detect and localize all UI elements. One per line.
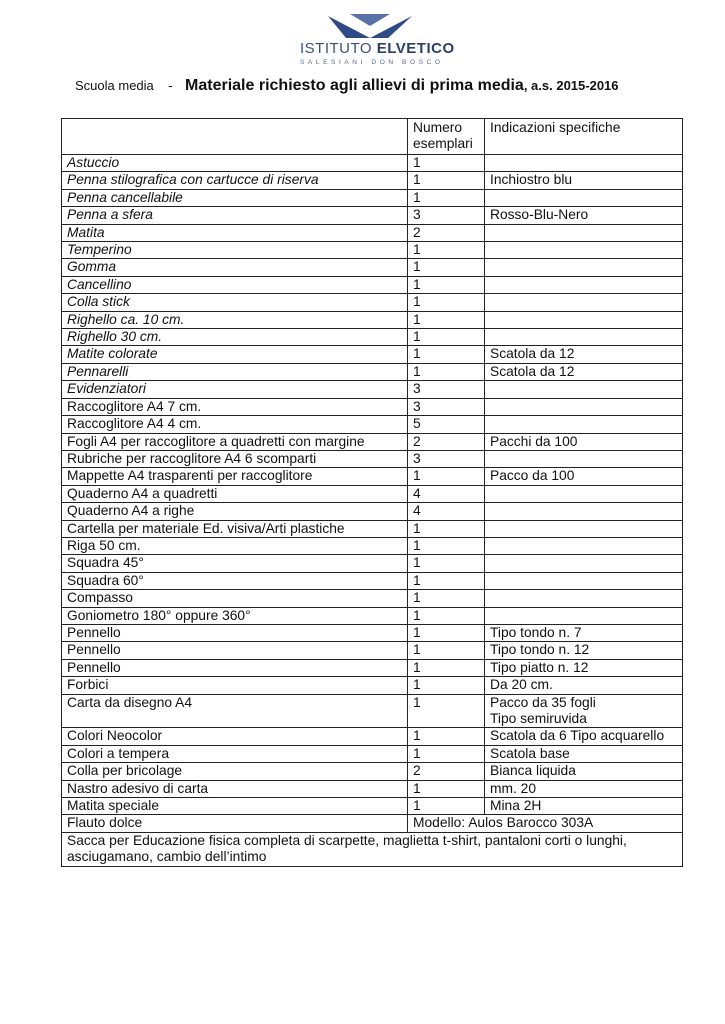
- item-quantity: 1: [408, 468, 485, 485]
- materials-table: [61, 118, 683, 867]
- item-note: [485, 694, 683, 728]
- table-row: [62, 224, 683, 241]
- item-note: [485, 572, 683, 589]
- item-note: Scatola da 6 Tipo acquarello: [485, 728, 683, 745]
- item-quantity: 3: [408, 398, 485, 415]
- item-name: Penna cancellabile: [62, 189, 408, 206]
- item-note: Tipo piatto n. 12: [485, 659, 683, 676]
- item-note: Pacchi da 100: [485, 433, 683, 450]
- table-row: [62, 537, 683, 554]
- table-row: [62, 642, 683, 659]
- item-quantity: 5: [408, 416, 485, 433]
- item-quantity: 4: [408, 503, 485, 520]
- item-note: Tipo tondo n. 7: [485, 624, 683, 641]
- table-row: [62, 259, 683, 276]
- item-note: [485, 242, 683, 259]
- sports-bag-line: Sacca per Educazione fisica completa di scarpette, maglietta t-shirt, pantaloni corti o lunghi,: [67, 832, 627, 848]
- item-note: [485, 520, 683, 537]
- item-note: Scatola base: [485, 745, 683, 762]
- item-note: [485, 311, 683, 328]
- item-quantity: 1: [408, 728, 485, 745]
- table-row: [62, 346, 683, 363]
- item-quantity: 3: [408, 450, 485, 467]
- item-note: Scatola da 12: [485, 363, 683, 380]
- item-quantity: 3: [408, 207, 485, 224]
- item-quantity: 1: [408, 259, 485, 276]
- item-name: Penna stilografica con cartucce di riserva: [62, 172, 408, 189]
- item-name: Squadra 60°: [62, 572, 408, 589]
- item-note: [485, 590, 683, 607]
- table-row: [62, 763, 683, 780]
- item-name: Colla stick: [62, 294, 408, 311]
- table-row: [62, 520, 683, 537]
- item-name: Matita speciale: [62, 798, 408, 815]
- item-note: [485, 450, 683, 467]
- table-row: [62, 745, 683, 762]
- table-row: [62, 311, 683, 328]
- school-logo: [300, 14, 455, 70]
- item-quantity: 1: [408, 555, 485, 572]
- item-note: Pacco da 100: [485, 468, 683, 485]
- table-row: [62, 294, 683, 311]
- logo-emblem-icon: [328, 14, 412, 40]
- logo-subtitle: SALESIANI DON BOSCO: [300, 59, 444, 66]
- item-quantity: 1: [408, 311, 485, 328]
- item-note-line: Tipo semiruvida: [490, 711, 587, 726]
- item-name: Colori Neocolor: [62, 728, 408, 745]
- item-name: Righello ca. 10 cm.: [62, 311, 408, 328]
- item-name: Riga 50 cm.: [62, 537, 408, 554]
- item-name: Gomma: [62, 259, 408, 276]
- item-name: Compasso: [62, 590, 408, 607]
- item-note: [485, 537, 683, 554]
- item-name: Matite colorate: [62, 346, 408, 363]
- sports-bag-note: [62, 832, 683, 866]
- item-quantity: 1: [408, 642, 485, 659]
- table-row: [62, 694, 683, 728]
- item-quantity: 1: [408, 363, 485, 380]
- item-quantity: 1: [408, 780, 485, 797]
- item-name: Astuccio: [62, 155, 408, 172]
- item-name: Raccoglitore A4 4 cm.: [62, 416, 408, 433]
- item-name: Mappette A4 trasparenti per raccoglitore: [62, 468, 408, 485]
- item-name: Righello 30 cm.: [62, 329, 408, 346]
- item-note: Da 20 cm.: [485, 677, 683, 694]
- item-note: [485, 503, 683, 520]
- table-row: [62, 590, 683, 607]
- item-quantity: 1: [408, 172, 485, 189]
- table-row: [62, 172, 683, 189]
- item-name: Pennello: [62, 659, 408, 676]
- table-row: [62, 468, 683, 485]
- table-row: [62, 728, 683, 745]
- item-quantity: 1: [408, 329, 485, 346]
- table-row: [62, 329, 683, 346]
- item-note: [485, 224, 683, 241]
- item-note: [485, 607, 683, 624]
- item-note: Rosso-Blu-Nero: [485, 207, 683, 224]
- item-name: Colla per bricolage: [62, 763, 408, 780]
- table-row: [62, 503, 683, 520]
- item-name: Carta da disegno A4: [62, 694, 408, 728]
- item-name: Fogli A4 per raccoglitore a quadretti con margine: [62, 433, 408, 450]
- item-name: Rubriche per raccoglitore A4 6 scomparti: [62, 450, 408, 467]
- header-quantity: Numero esemplari: [408, 119, 485, 155]
- item-note: Bianca liquida: [485, 763, 683, 780]
- item-quantity: 1: [408, 590, 485, 607]
- item-quantity: 1: [408, 155, 485, 172]
- page-title: Materiale richiesto agli allievi di prima media: [185, 77, 524, 94]
- item-name: Temperino: [62, 242, 408, 259]
- item-name: Nastro adesivo di carta: [62, 780, 408, 797]
- item-note: [485, 555, 683, 572]
- page-heading: [75, 77, 715, 95]
- item-quantity: 1: [408, 798, 485, 815]
- item-quantity: 1: [408, 346, 485, 363]
- item-quantity: 1: [408, 572, 485, 589]
- school-name: Scuola media: [75, 78, 154, 93]
- table-row: [62, 555, 683, 572]
- header-item: [62, 119, 408, 155]
- heading-separator: -: [168, 78, 173, 93]
- item-note: [485, 398, 683, 415]
- item-name: Goniometro 180° oppure 360°: [62, 607, 408, 624]
- item-note: [485, 381, 683, 398]
- table-row: [62, 798, 683, 815]
- table-row: [62, 189, 683, 206]
- item-quantity: 2: [408, 433, 485, 450]
- item-quantity: 1: [408, 242, 485, 259]
- item-name: Matita: [62, 224, 408, 241]
- item-name: Cartella per materiale Ed. visiva/Arti plastiche: [62, 520, 408, 537]
- item-note: [485, 485, 683, 502]
- school-year: , a.s. 2015-2016: [523, 78, 619, 93]
- table-row: [62, 450, 683, 467]
- table-row: [62, 276, 683, 293]
- item-quantity: 3: [408, 381, 485, 398]
- table-row: [62, 607, 683, 624]
- item-quantity: 1: [408, 189, 485, 206]
- item-quantity: 1: [408, 276, 485, 293]
- item-name: Cancellino: [62, 276, 408, 293]
- item-name: Colori a tempera: [62, 745, 408, 762]
- item-name: Pennello: [62, 642, 408, 659]
- item-name: Quaderno A4 a quadretti: [62, 485, 408, 502]
- item-note: [485, 155, 683, 172]
- item-quantity: 1: [408, 659, 485, 676]
- item-note: Inchiostro blu: [485, 172, 683, 189]
- item-note-line: Pacco da 35 fogli: [490, 694, 596, 710]
- item-quantity: 2: [408, 224, 485, 241]
- table-row: [62, 624, 683, 641]
- table-row: [62, 433, 683, 450]
- table-row: [62, 572, 683, 589]
- table-row: [62, 363, 683, 380]
- table-row: [62, 677, 683, 694]
- item-quantity: 1: [408, 694, 485, 728]
- table-row: [62, 659, 683, 676]
- item-note: mm. 20: [485, 780, 683, 797]
- item-note: [485, 276, 683, 293]
- table-row: [62, 780, 683, 797]
- item-quantity: 2: [408, 763, 485, 780]
- table-row: [62, 416, 683, 433]
- item-note: Tipo tondo n. 12: [485, 642, 683, 659]
- item-name: Evidenziatori: [62, 381, 408, 398]
- item-name: Raccoglitore A4 7 cm.: [62, 398, 408, 415]
- item-note: [485, 259, 683, 276]
- item-quantity: 1: [408, 294, 485, 311]
- logo-name: ISTITUTO ELVETICO: [300, 40, 455, 57]
- sports-bag-line: asciugamano, cambio dell’intimo: [67, 849, 267, 865]
- item-name: Forbici: [62, 677, 408, 694]
- item-note: [485, 416, 683, 433]
- table-row: [62, 207, 683, 224]
- item-note: Modello: Aulos Barocco 303A: [408, 815, 683, 832]
- item-name: Flauto dolce: [62, 815, 408, 832]
- item-name: Squadra 45°: [62, 555, 408, 572]
- item-note: Scatola da 12: [485, 346, 683, 363]
- item-quantity: 1: [408, 537, 485, 554]
- header-notes: Indicazioni specifiche: [485, 119, 683, 155]
- item-quantity: 1: [408, 677, 485, 694]
- table-header-row: [62, 119, 683, 155]
- table-row: [62, 155, 683, 172]
- item-quantity: 1: [408, 745, 485, 762]
- item-name: Quaderno A4 a righe: [62, 503, 408, 520]
- item-quantity: 1: [408, 520, 485, 537]
- table-row: [62, 242, 683, 259]
- item-quantity: 1: [408, 607, 485, 624]
- table-row: [62, 815, 683, 832]
- item-note: [485, 294, 683, 311]
- item-quantity: 4: [408, 485, 485, 502]
- table-row: [62, 485, 683, 502]
- table-row: [62, 398, 683, 415]
- item-name: Pennello: [62, 624, 408, 641]
- item-name: Pennarelli: [62, 363, 408, 380]
- table-footer-row: [62, 832, 683, 866]
- item-note: [485, 329, 683, 346]
- table-row: [62, 381, 683, 398]
- item-quantity: 1: [408, 624, 485, 641]
- item-note: [485, 189, 683, 206]
- item-note: Mina 2H: [485, 798, 683, 815]
- item-name: Penna a sfera: [62, 207, 408, 224]
